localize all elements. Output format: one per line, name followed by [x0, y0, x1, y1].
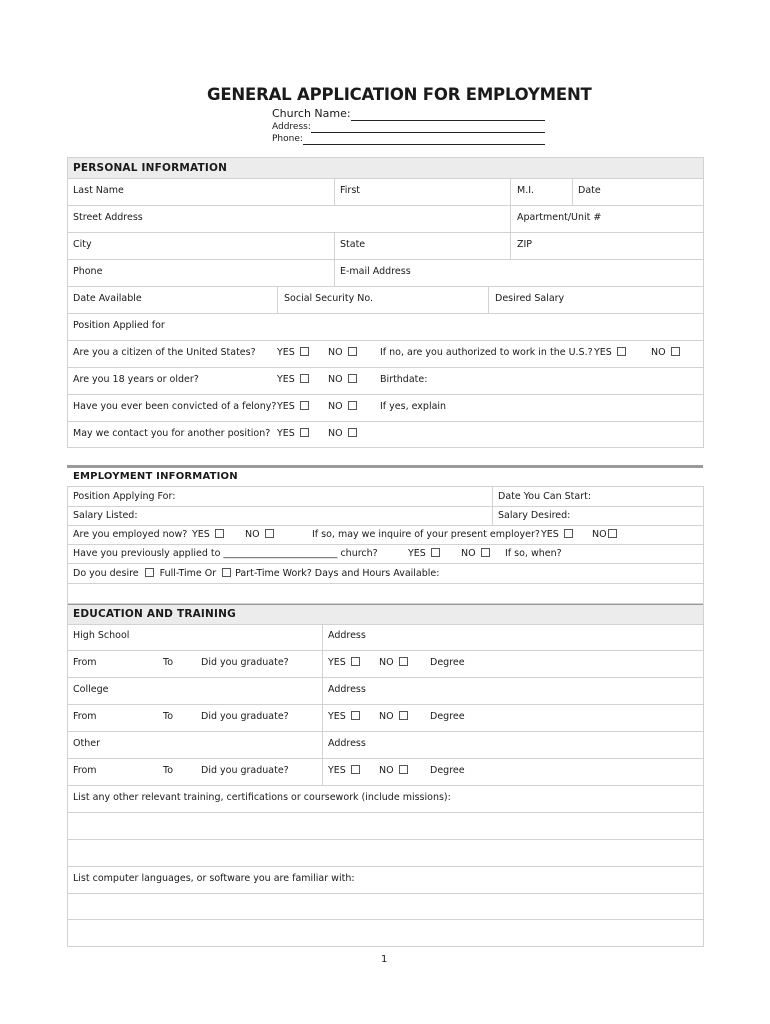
education-section-title: EDUCATION AND TRAINING — [73, 608, 236, 620]
inquire-no-option[interactable]: NO — [592, 529, 617, 541]
age-yes-option[interactable]: YES — [277, 374, 309, 386]
apartment-field[interactable]: Apartment/Unit # — [517, 212, 602, 223]
inquire-yes-option[interactable]: YES — [541, 529, 573, 541]
other-graduate-question: Did you graduate? — [201, 765, 289, 776]
other-training-line-2[interactable] — [68, 840, 702, 865]
high-school-yes-option[interactable]: YES — [328, 657, 360, 669]
personal-section-title: PERSONAL INFORMATION — [73, 162, 228, 174]
citizen-yes-option[interactable]: YES — [277, 347, 309, 359]
high-school-no-option[interactable]: NO — [379, 657, 408, 669]
age-question: Are you 18 years or older? — [73, 374, 199, 385]
email-field[interactable]: E-mail Address — [340, 266, 411, 277]
state-field[interactable]: State — [340, 239, 366, 250]
high-school-to-field[interactable]: To — [163, 657, 174, 668]
college-from-field[interactable]: From — [73, 711, 97, 722]
college-no-checkbox[interactable] — [399, 711, 408, 720]
other-no-checkbox[interactable] — [399, 765, 408, 774]
college-yes-option[interactable]: YES — [328, 711, 360, 723]
street-address-field[interactable]: Street Address — [73, 212, 143, 223]
employed-yes-option[interactable]: YES — [192, 529, 224, 541]
part-time-label: Part-Time Work? Days and Hours Available: — [235, 568, 440, 579]
college-graduate-question: Did you graduate? — [201, 711, 289, 722]
desire-label: Do you desire — [73, 568, 139, 579]
other-to-field[interactable]: To — [163, 765, 174, 776]
church-name-label: Church Name: — [272, 107, 545, 121]
first-name-field[interactable]: First — [340, 185, 360, 196]
felony-no-option[interactable]: NO — [328, 401, 357, 413]
contact-question: May we contact you for another position? — [73, 428, 271, 439]
last-name-field[interactable]: Last Name — [73, 185, 124, 196]
college-yes-checkbox[interactable] — [351, 711, 360, 720]
page-number: 1 — [381, 954, 388, 965]
position-applying-field[interactable]: Position Applying For: — [73, 491, 176, 502]
position-applied-field[interactable]: Position Applied for — [73, 320, 165, 331]
other-from-field[interactable]: From — [73, 765, 97, 776]
employment-section-title: EMPLOYMENT INFORMATION — [73, 471, 238, 482]
high-school-no-checkbox[interactable] — [399, 657, 408, 666]
employed-question: Are you employed now? — [73, 529, 188, 540]
previously-applied-question[interactable]: Have you previously applied to ________________________ church? — [73, 548, 378, 559]
felony-yes-option[interactable]: YES — [277, 401, 309, 413]
other-no-option[interactable]: NO — [379, 765, 408, 777]
high-school-address-field[interactable]: Address — [328, 630, 366, 641]
date-field[interactable]: Date — [578, 185, 601, 196]
other-address-field[interactable]: Address — [328, 738, 366, 749]
date-available-field[interactable]: Date Available — [73, 293, 142, 304]
other-yes-option[interactable]: YES — [328, 765, 360, 777]
college-to-field[interactable]: To — [163, 711, 174, 722]
felony-explain-field[interactable]: If yes, explain — [380, 401, 447, 412]
citizen-question: Are you a citizen of the United States? — [73, 347, 256, 358]
phone-label: Phone: — [272, 134, 545, 145]
ssn-field[interactable]: Social Security No. — [284, 293, 373, 304]
other-yes-checkbox[interactable] — [351, 765, 360, 774]
if-so-when-field[interactable]: If so, when? — [505, 548, 562, 559]
previously-yes-option[interactable]: YES — [408, 548, 440, 560]
computer-skills-line-1[interactable] — [68, 894, 702, 918]
high-school-graduate-question: Did you graduate? — [201, 657, 289, 668]
college-no-option[interactable]: NO — [379, 711, 408, 723]
desired-salary-field[interactable]: Desired Salary — [495, 293, 565, 304]
salary-listed-field[interactable]: Salary Listed: — [73, 510, 138, 521]
contact-no-option[interactable]: NO — [328, 428, 357, 440]
other-training-field[interactable]: List any other relevant training, certifications or coursework (include missions): — [73, 792, 451, 803]
authorized-no-option[interactable]: NO — [651, 347, 680, 359]
birthdate-field[interactable]: Birthdate: — [380, 374, 428, 385]
date-start-field[interactable]: Date You Can Start: — [498, 491, 592, 502]
college-address-field[interactable]: Address — [328, 684, 366, 695]
address-label: Address: — [272, 122, 545, 133]
salary-desired-field[interactable]: Salary Desired: — [498, 510, 571, 521]
other-degree-field[interactable]: Degree — [430, 765, 465, 776]
college-field[interactable]: College — [73, 684, 109, 695]
form-title: GENERAL APPLICATION FOR EMPLOYMENT — [207, 85, 592, 104]
authorized-yes-option[interactable]: YES — [594, 347, 626, 359]
college-degree-field[interactable]: Degree — [430, 711, 465, 722]
authorized-question: If no, are you authorized to work in the U.S.? — [380, 347, 593, 358]
high-school-degree-field[interactable]: Degree — [430, 657, 465, 668]
full-time-label: Full-Time Or — [159, 568, 217, 579]
zip-field[interactable]: ZIP — [517, 239, 533, 250]
other-training-line-1[interactable] — [68, 813, 702, 838]
inquire-question: If so, may we inquire of your present employer? — [312, 529, 540, 540]
contact-yes-option[interactable]: YES — [277, 428, 309, 440]
high-school-yes-checkbox[interactable] — [351, 657, 360, 666]
high-school-from-field[interactable]: From — [73, 657, 97, 668]
other-school-field[interactable]: Other — [73, 738, 100, 749]
age-no-option[interactable]: NO — [328, 374, 357, 386]
computer-skills-line-2[interactable] — [68, 920, 702, 944]
city-field[interactable]: City — [73, 239, 92, 250]
computer-skills-field[interactable]: List computer languages, or software you are familiar with: — [73, 873, 355, 884]
phone-field[interactable]: Phone — [73, 266, 103, 277]
high-school-field[interactable]: High School — [73, 630, 130, 641]
felony-question: Have you ever been convicted of a felony? — [73, 401, 277, 412]
previously-no-option[interactable]: NO — [461, 548, 490, 560]
employed-no-option[interactable]: NO — [245, 529, 274, 541]
middle-initial-field[interactable]: M.I. — [517, 185, 535, 196]
citizen-no-option[interactable]: NO — [328, 347, 357, 359]
